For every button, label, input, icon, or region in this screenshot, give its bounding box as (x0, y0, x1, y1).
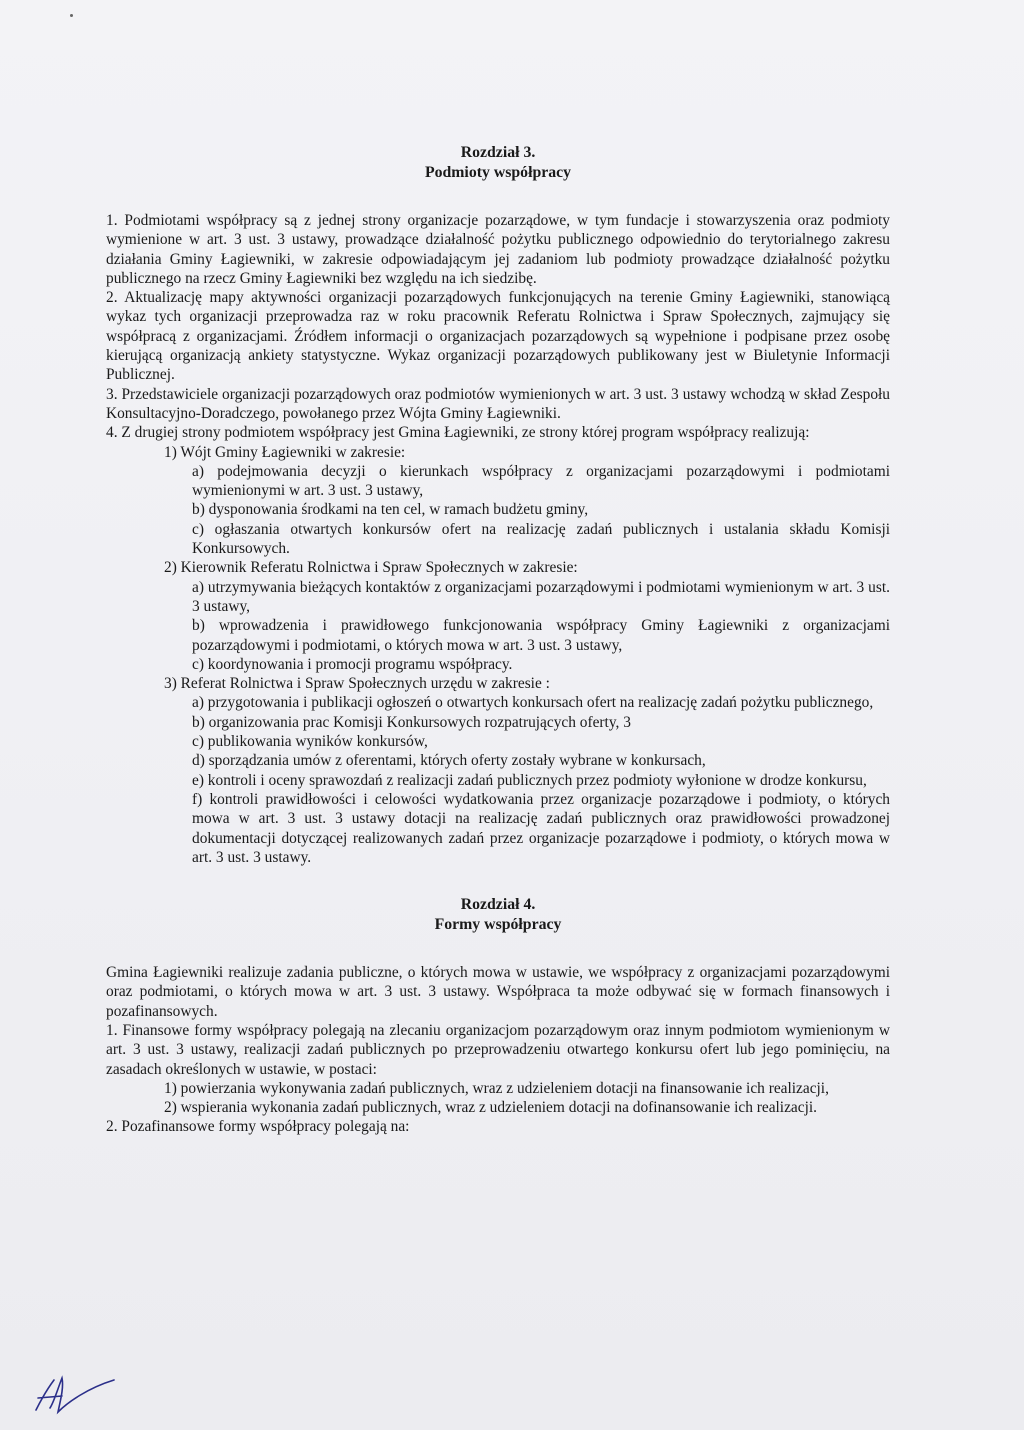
chapter-4-paragraph-2: 2. Pozafinansowe formy współpracy polegają na: (106, 1118, 410, 1136)
document-body (106, 143, 890, 1137)
chapter-4-paragraph-1: 1. Finansowe formy współpracy polegają na zlecaniu organizacjom pozarządowym oraz innym podmiotom wymienionym w art. 3 ust. 3 ustawy, realizacji zadań publicznych po przeprowadzeniu otwartego konkursu ofert lub jego pominięciu, na zasadach określonych w ustawie, w postaci: (106, 1021, 890, 1078)
list-item-3: 3) Referat Rolnictwa i Spraw Społecznych urzędu w zakresie : (164, 675, 550, 693)
chapter-4-title: Rozdział 4. (460, 896, 536, 914)
chapter-4-intro: Gmina Łagiewniki realizuje zadania publiczne, o których mowa w ustawie, we współpracy z organizacjami pozarządowymi oraz podmiotami, o których mowa w art. 3 ust. 3 ustawy. Współpraca ta może odbywać się w formach finansowych i pozafinansowych. (106, 964, 890, 1020)
chapter-3-title: Rozdział 3. (460, 144, 536, 161)
scan-speck (70, 14, 73, 17)
handwritten-initials-signature (28, 1358, 118, 1418)
chapter-4-subtitle: Formy współpracy (434, 916, 562, 934)
chapter-4-sublist (106, 1079, 890, 1118)
list-item-2c: c) koordynowania i promocji programu współpracy. (192, 655, 513, 673)
list-item-3f: f) kontroli prawidłowości i celowości wydatkowania przez organizacje pozarządowe i podmioty, o których mowa w art. 3 ust. 3 ustawy dotacji na realizację zadań publicznych oraz prawidłowości prowadzonej dokumentacji dotyczącej realizowanych zadań przez organizacje pozarządowe i podmioty, o których mowa w art. 3 ust. 3 ustawy. (192, 790, 890, 866)
sublist-2 (106, 578, 890, 674)
list-item-1: 1) Wójt Gminy Łagiewniki w zakresie: (164, 443, 406, 461)
chapter-3-subtitle: Podmioty współpracy (424, 164, 572, 181)
list-item-3c: c) publikowania wyników konkursów, (192, 733, 428, 751)
list-item-2: 2) Kierownik Referatu Rolnictwa i Spraw Społecznych w zakresie: (164, 559, 578, 577)
chapter-3-paragraph-1: 1. Podmiotami współpracy są z jednej strony organizacje pozarządowe, w tym fundacje i stowarzyszenia oraz podmioty wymienione w art. 3 ust. 3 ustawy, prowadzące działalność pożytku publicznego odpowiednio do terytorialnego zakresu działania Gminy Łagiewniki, w zakresie odpowiadającym jej zadaniom lub podmioty prowadzące działalność pożytku publicznego na rzecz Gminy Łagiewniki bez względu na ich siedzibę. (106, 212, 890, 287)
chapter-4-item-1: 1) powierzania wykonywania zadań publicznych, wraz z udzieleniem dotacji na finansowanie ich realizacji, (164, 1079, 829, 1097)
list-item-1c: c) ogłaszania otwartych konkursów ofert na realizację zadań publicznych i ustalania składu Komisji Konkursowych. (192, 520, 890, 558)
chapter-3-paragraph-4: 4. Z drugiej strony podmiotem współpracy jest Gmina Łagiewniki, ze strony której program współpracy realizują: (106, 424, 810, 442)
list-item-2a: a) utrzymywania bieżących kontaktów z organizacjami pozarządowymi i podmiotami wymienionym w art. 3 ust. 3 ustawy, (192, 578, 890, 615)
list-item-1b: b) dysponowania środkami na ten cel, w ramach budżetu gminy, (192, 501, 589, 519)
chapter-3-paragraph-3: 3. Przedstawiciele organizacji pozarządowych oraz podmiotów wymienionych w art. 3 ust. 3 ustawy wchodzą w skład Zespołu Konsultacyjno-Doradczego, powołanego przez Wójta Gminy Łagiewniki. (106, 385, 890, 422)
list-item-3e: e) kontroli i oceny sprawozdań z realizacji zadań publicznych przez podmioty wyłonione w drodze konkursu, (192, 771, 867, 789)
chapter-4-item-2: 2) wspierania wykonania zadań publicznych, wraz z udzieleniem dotacji na dofinansowanie ich realizacji. (164, 1099, 817, 1117)
sublist-1 (106, 462, 890, 558)
sublist-3 (106, 693, 890, 867)
chapter-3-paragraph-2: 2. Aktualizację mapy aktywności organizacji pozarządowych funkcjonujących na terenie Gminy Łagiewniki, stanowiącą wykaz tych organizacji przeprowadza raz w roku pracownik Referatu Rolnictwa i Spraw Społecznych, zajmujący się współpracą z organizacjami. Źródłem informacji o organizacjach pozarządowych są wypełnione i podpisane przez osobę kierującą organizacją ankiety statystyczne. Wykaz organizacji pozarządowych publikowany jest w Biuletynie Informacji Publicznej. (106, 289, 890, 384)
list-item-3d: d) sporządzania umów z oferentami, których oferty zostały wybrane w konkursach, (192, 752, 706, 770)
list-item-1a: a) podejmowania decyzji o kierunkach współpracy z organizacjami pozarządowymi i podmiotami wymienionymi w art. 3 ust. 3 ustawy, (192, 462, 890, 500)
list-item-3a: a) przygotowania i publikacji ogłoszeń o otwartych konkursach ofert na realizację zadań pożytku publicznego, (192, 694, 874, 712)
list-item-2b: b) wprowadzenia i prawidłowego funkcjonowania współpracy Gminy Łagiewniki z organizacjami pozarządowymi i podmiotami, o których mowa w art. 3 ust. 3 ustawy, (192, 617, 890, 654)
list-item-3b: b) organizowania prac Komisji Konkursowych rozpatrujących oferty, 3 (192, 713, 631, 731)
